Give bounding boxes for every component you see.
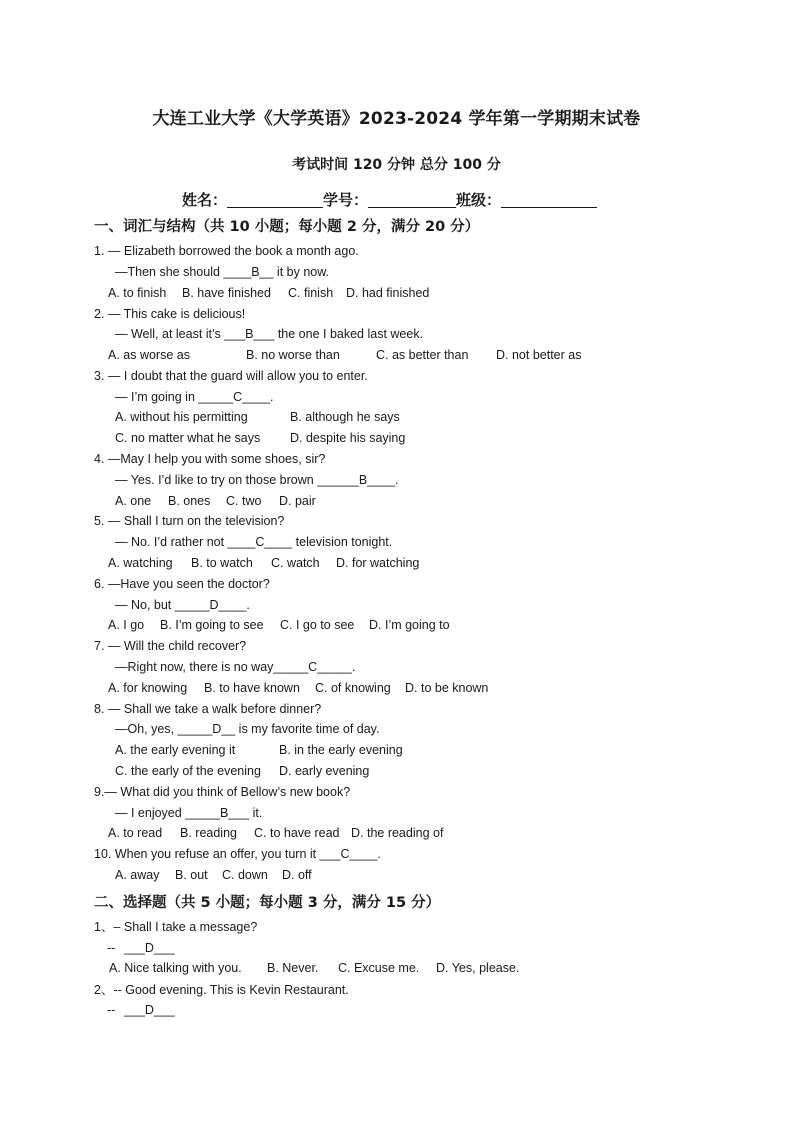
option-b: B. Never. — [267, 961, 319, 975]
option-c: C. Excuse me. — [338, 961, 420, 975]
option-a: A. as worse as — [108, 348, 190, 362]
option-d: D. I’m going to — [369, 618, 450, 632]
option-a: A. watching — [108, 556, 173, 570]
name-blank — [227, 191, 323, 208]
question-reply: — No, but _____D____. — [115, 598, 250, 612]
question-reply: — No. I’d rather not ____C____ television tonight. — [115, 535, 393, 549]
option-d: D. Yes, please. — [436, 961, 520, 975]
question-stem: 2、-- Good evening. This is Kevin Restaurant. — [94, 983, 349, 997]
answer-blank: ___D___ — [124, 1003, 175, 1017]
option-d: D. pair — [279, 494, 316, 508]
option-a: A. for knowing — [108, 681, 188, 695]
option-b: B. ones — [168, 494, 211, 508]
question-stem: 5. — Shall I turn on the television? — [94, 514, 285, 528]
question-reply: — Well, at least it’s ___B___ the one I baked last week. — [115, 327, 424, 341]
option-b: B. although he says — [290, 410, 400, 424]
option-c: C. as better than — [376, 348, 469, 362]
option-d: D. not better as — [496, 348, 582, 362]
question-reply: —Oh, yes, _____D__ is my favorite time of day. — [115, 722, 380, 736]
option-a: A. to read — [108, 826, 163, 840]
question-reply: — I enjoyed _____B___ it. — [115, 806, 263, 820]
option-b: B. have finished — [182, 286, 271, 300]
option-b: B. no worse than — [246, 348, 340, 362]
option-b: B. to have known — [204, 681, 300, 695]
option-d: D. despite his saying — [290, 431, 406, 445]
question-reply: —Right now, there is no way_____C_____. — [115, 660, 356, 674]
question-stem: 8. — Shall we take a walk before dinner? — [94, 702, 322, 716]
answer-prefix: -- — [107, 941, 116, 955]
option-b: B. reading — [180, 826, 237, 840]
id-blank — [368, 191, 456, 208]
option-a: A. away — [115, 868, 160, 882]
question-reply: — I’m going in _____C____. — [115, 390, 274, 404]
name-label: 姓名： — [182, 191, 228, 209]
option-b: B. in the early evening — [279, 743, 403, 757]
student-info-line — [182, 189, 597, 210]
option-c: C. to have read — [254, 826, 340, 840]
section-heading-1: 一、词汇与结构（共 10 小题；每小题 2 分，满分 20 分） — [94, 219, 480, 235]
option-a: A. without his permitting — [115, 410, 248, 424]
question-reply: —Then she should ____B__ it by now. — [115, 265, 330, 279]
answer-blank: ___D___ — [124, 941, 175, 955]
option-d: D. early evening — [279, 764, 370, 778]
option-b: B. to watch — [191, 556, 253, 570]
class-blank — [501, 191, 597, 208]
option-d: D. had finished — [346, 286, 430, 300]
answer-prefix: -- — [107, 1003, 116, 1017]
question-stem: 6. —Have you seen the doctor? — [94, 577, 270, 591]
option-d: D. off — [282, 868, 312, 882]
class-label: 班级： — [456, 191, 502, 209]
option-a: A. to finish — [108, 286, 167, 300]
question-stem: 1、– Shall I take a message? — [94, 920, 258, 934]
option-c: C. watch — [271, 556, 320, 570]
question-stem: 2. — This cake is delicious! — [94, 307, 246, 321]
option-b: B. out — [175, 868, 208, 882]
option-c: C. the early of the evening — [115, 764, 261, 778]
question-stem: 4. —May I help you with some shoes, sir? — [94, 452, 326, 466]
question-stem: 7. — Will the child recover? — [94, 639, 247, 653]
question-stem: 9.— What did you think of Bellow’s new book? — [94, 785, 351, 799]
id-label: 学号： — [323, 191, 369, 209]
option-c: C. finish — [288, 286, 334, 300]
option-c: C. of knowing — [315, 681, 391, 695]
option-d: D. for watching — [336, 556, 420, 570]
question-reply: — Yes. I’d like to try on those brown ______B____. — [115, 473, 399, 487]
question-stem: 10. When you refuse an offer, you turn it ___C____. — [94, 847, 381, 861]
section-heading-2: 二、选择题（共 5 小题；每小题 3 分，满分 15 分） — [94, 895, 441, 911]
option-a: A. the early evening it — [115, 743, 236, 757]
option-c: C. no matter what he says — [115, 431, 261, 445]
option-a: A. one — [115, 494, 152, 508]
option-d: D. the reading of — [351, 826, 444, 840]
exam-title: 大连工业大学《大学英语》2023-2024 学年第一学期期末试卷 — [152, 109, 641, 129]
question-stem: 1. — Elizabeth borrowed the book a month ago. — [94, 244, 359, 258]
question-stem: 3. — I doubt that the guard will allow you to enter. — [94, 369, 368, 383]
option-c: C. two — [226, 494, 262, 508]
option-b: B. I’m going to see — [160, 618, 264, 632]
option-a: A. I go — [108, 618, 145, 632]
option-c: C. down — [222, 868, 268, 882]
option-c: C. I go to see — [280, 618, 355, 632]
exam-subtitle: 考试时间 120 分钟 总分 100 分 — [292, 157, 501, 173]
option-d: D. to be known — [405, 681, 489, 695]
option-a: A. Nice talking with you. — [109, 961, 242, 975]
